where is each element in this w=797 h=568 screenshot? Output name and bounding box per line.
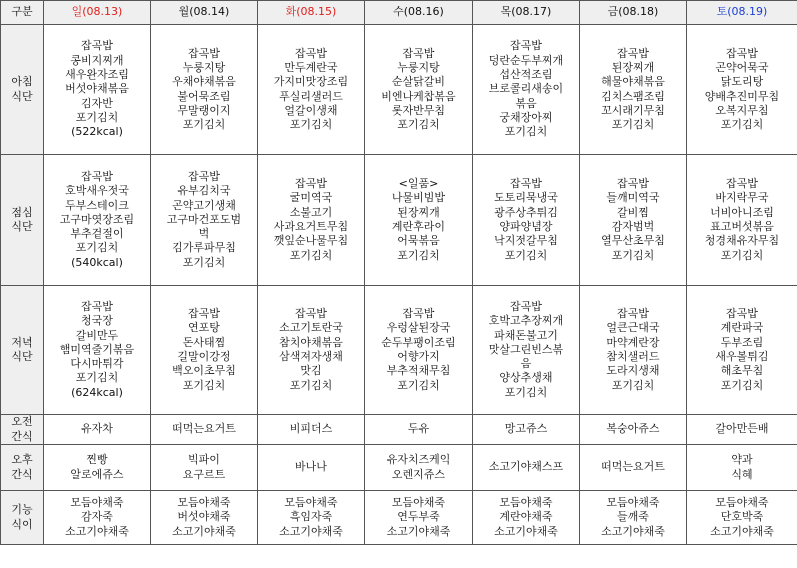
menu-cell — [687, 491, 797, 545]
menu-item: 오렌지쥬스 — [391, 467, 446, 481]
menu-item: 포기김치 — [504, 125, 548, 139]
menu-item: 곤약어묵국 — [715, 60, 769, 74]
menu-cell — [365, 445, 473, 491]
menu-item: 낙지젓갈무침 — [494, 234, 558, 248]
row-label-line: 아침 — [11, 75, 33, 89]
menu-item: 우채야채볶음 — [172, 75, 236, 89]
menu-item: 누룽지탕 — [182, 60, 226, 74]
menu-item: 포기김치 — [504, 248, 548, 262]
menu-item: 불어묵조림 — [177, 89, 231, 103]
menu-item: 갈아만든배 — [715, 422, 769, 436]
menu-item: 갈비만두 — [75, 328, 119, 342]
menu-item: 계란야채죽 — [499, 510, 553, 524]
menu-item: 맛김 — [300, 364, 322, 378]
menu-item: 오복지무침 — [715, 103, 769, 117]
menu-cell — [580, 155, 687, 286]
row-label-line: 기능 — [11, 503, 33, 517]
menu-item: 모듬야채죽 — [499, 496, 553, 510]
menu-item: 요구르트 — [182, 467, 226, 481]
menu-cell — [687, 286, 797, 415]
menu-item: 포기김치 — [289, 378, 333, 392]
menu-item: 포기김치 — [720, 248, 764, 262]
menu-item: 계란후라이 — [391, 220, 446, 233]
menu-item: 빅파이 — [188, 453, 220, 467]
menu-item: 떠먹는요거트 — [601, 460, 665, 474]
menu-item: 소고기야채스프 — [488, 460, 564, 474]
row-label — [1, 286, 44, 415]
menu-item: 포기김치 — [397, 248, 440, 262]
menu-item: 포기김치 — [504, 385, 548, 399]
menu-cell — [365, 25, 473, 155]
menu-item: 들깨미역국 — [606, 191, 660, 205]
menu-item: 파채돈불고기 — [494, 328, 558, 342]
menu-item: 궁채장아찌 — [499, 110, 553, 124]
menu-cell — [580, 25, 687, 155]
menu-item: 참치샐러드 — [606, 350, 660, 363]
menu-item: 햄미역줄기볶음 — [59, 342, 135, 356]
menu-cell — [151, 415, 258, 445]
menu-item: 잡곡밥 — [510, 39, 542, 53]
menu-cell — [44, 491, 151, 545]
menu-cell — [687, 25, 797, 155]
menu-item: 소고기야채죽 — [601, 524, 665, 538]
menu-item: 순살닭갈비 — [391, 75, 446, 89]
menu-item: 소불고기 — [289, 205, 333, 219]
menu-item: 포기김치 — [397, 118, 440, 132]
menu-item: 소고기야채죽 — [279, 524, 343, 538]
menu-item: 잡곡밥 — [295, 177, 327, 191]
menu-item: 감자죽 — [81, 510, 113, 524]
day-header: 월(08.14) — [151, 1, 258, 25]
menu-item: 잡곡밥 — [81, 299, 113, 313]
menu-cell — [151, 286, 258, 415]
menu-item: 우렁살된장국 — [386, 321, 451, 335]
menu-item: 소고기야채죽 — [710, 524, 774, 538]
menu-item: 열무산초무침 — [601, 234, 665, 248]
menu-item: 벅 — [198, 227, 210, 241]
menu-item: 백오이초무침 — [172, 364, 236, 378]
menu-item: 떠먹는요거트 — [172, 422, 236, 436]
day-header: 일(08.13) — [44, 1, 151, 25]
menu-item: 모듬야채죽 — [715, 496, 769, 510]
meal-row-breakfast — [1, 25, 797, 155]
menu-item: 어묵볶음 — [397, 234, 440, 248]
menu-item: 비피더스 — [289, 422, 333, 436]
menu-item: 소고기야채죽 — [386, 524, 451, 538]
menu-item: 알로에쥬스 — [70, 467, 124, 481]
menu-item: 청경채유자무침 — [704, 234, 780, 248]
menu-item: 도라지생채 — [606, 364, 660, 378]
menu-item: 포기김치 — [75, 110, 119, 124]
menu-cell — [151, 445, 258, 491]
day-header: 목(08.17) — [473, 1, 580, 25]
menu-cell — [44, 445, 151, 491]
menu-item: 갈비찜 — [617, 205, 649, 219]
menu-item: 모듬야채죽 — [606, 496, 660, 510]
menu-cell — [258, 491, 365, 545]
menu-item: (522kcal) — [71, 125, 123, 139]
menu-item: 소고기야채죽 — [65, 524, 129, 538]
menu-item: 브로콜리새송이 — [488, 82, 564, 96]
menu-item: 찐빵 — [86, 453, 108, 467]
menu-cell — [580, 415, 687, 445]
menu-cell — [258, 445, 365, 491]
menu-item: 만두계란국 — [284, 60, 338, 74]
menu-item: 두부스테이크 — [65, 198, 129, 212]
menu-cell — [151, 25, 258, 155]
menu-item: 소고기야채죽 — [172, 524, 236, 538]
menu-item: 포기김치 — [289, 248, 333, 262]
menu-item: 두부조림 — [720, 335, 764, 349]
menu-cell — [151, 491, 258, 545]
meal-row-pm — [1, 445, 797, 491]
menu-item: 부추적채무침 — [386, 364, 451, 378]
menu-item: 포기김치 — [182, 378, 226, 392]
menu-item: 버섯야채죽 — [177, 510, 231, 524]
menu-item: 들깨죽 — [617, 510, 649, 524]
menu-item: 소고기토란국 — [279, 321, 343, 335]
menu-item: 포기김치 — [611, 248, 655, 262]
menu-item: 망고쥬스 — [504, 422, 548, 436]
menu-item: 부추겉절이 — [70, 227, 124, 241]
menu-cell — [580, 286, 687, 415]
menu-item: 포기김치 — [75, 371, 119, 385]
menu-item: 두유 — [407, 422, 430, 436]
menu-item: 호박고추장찌개 — [488, 314, 564, 328]
menu-item: 표고버섯볶음 — [710, 220, 774, 233]
menu-item: 덩란순두부찌개 — [488, 53, 564, 67]
menu-item: 김자반 — [81, 96, 113, 110]
menu-item: 얼큰근대국 — [606, 321, 660, 335]
menu-item: 포기김치 — [75, 241, 119, 255]
row-label-line: 식단 — [11, 350, 33, 363]
menu-cell — [687, 415, 797, 445]
menu-cell — [473, 155, 580, 286]
menu-item: 해초무침 — [720, 364, 764, 378]
row-label-line: 점심 — [11, 205, 33, 219]
menu-item: 잡곡밥 — [81, 39, 113, 53]
menu-cell — [473, 25, 580, 155]
menu-item: (540kcal) — [71, 255, 123, 269]
day-header: 수(08.16) — [365, 1, 473, 25]
menu-item: 흑임자죽 — [289, 510, 333, 524]
menu-item: 광주상추튀김 — [494, 205, 558, 219]
menu-item: 푸실리샐러드 — [279, 89, 343, 103]
menu-item: 계란파국 — [720, 321, 764, 335]
menu-cell — [365, 286, 473, 415]
menu-cell — [473, 491, 580, 545]
menu-item: 사과요거트무침 — [273, 220, 349, 233]
menu-item: 잡곡밥 — [295, 46, 327, 60]
menu-item: 잡곡밥 — [510, 299, 542, 313]
menu-cell — [258, 155, 365, 286]
menu-item: 바지락무국 — [715, 191, 769, 205]
menu-item: 새우볼튀김 — [715, 350, 769, 363]
menu-item: 잡곡밥 — [726, 307, 758, 321]
menu-item: 모듬야채죽 — [284, 496, 338, 510]
menu-item: 버섯야채볶음 — [65, 82, 129, 96]
menu-item: 깻잎순나물무침 — [273, 234, 349, 248]
menu-item: 연포탕 — [188, 321, 220, 335]
menu-cell — [473, 445, 580, 491]
menu-cell — [258, 25, 365, 155]
menu-item: 참치야채볶음 — [279, 335, 343, 349]
menu-cell — [473, 415, 580, 445]
menu-item: 삼색져자생채 — [279, 350, 343, 363]
menu-item: 포기김치 — [289, 118, 333, 132]
menu-item: 볶음 — [515, 96, 537, 110]
meal-row-am — [1, 415, 797, 445]
menu-cell — [580, 445, 687, 491]
menu-cell — [44, 155, 151, 286]
meal-row-dinner — [1, 286, 797, 415]
menu-item: 모듬야채죽 — [391, 496, 446, 510]
menu-item: 무말랭이지 — [177, 103, 231, 117]
menu-item: 포기김치 — [182, 118, 226, 132]
row-label — [1, 155, 44, 286]
row-label — [1, 445, 44, 491]
menu-item: 음 — [520, 357, 532, 371]
header-row — [1, 1, 797, 25]
menu-item: 비엔나케찹볶음 — [381, 89, 456, 103]
menu-item: 양배추진미무침 — [704, 89, 780, 103]
menu-item: 다시마튀각 — [70, 357, 124, 371]
menu-item: 잡곡밥 — [402, 46, 435, 60]
menu-item: <일품> — [398, 177, 439, 191]
menu-item: 잡곡밥 — [726, 177, 758, 191]
menu-item: 섭산적조림 — [499, 68, 553, 82]
menu-cell — [687, 445, 797, 491]
menu-item: 양파양념장 — [499, 220, 553, 233]
menu-item: 된장찌개 — [397, 205, 440, 219]
day-header: 화(08.15) — [258, 1, 365, 25]
menu-item: 양상추생채 — [499, 371, 553, 385]
menu-item: 잡곡밥 — [617, 46, 649, 60]
menu-item: 바나나 — [295, 460, 327, 474]
menu-item: 연두부죽 — [397, 510, 440, 524]
menu-item: 약과 — [731, 453, 753, 467]
row-label — [1, 491, 44, 545]
menu-item: 꼬시래기무침 — [601, 103, 665, 117]
menu-item: 순두부팽이조림 — [381, 335, 456, 349]
menu-cell — [580, 491, 687, 545]
menu-item: 잡곡밥 — [188, 46, 220, 60]
row-label-line: 식이 — [11, 517, 33, 531]
menu-item: 새우완자조림 — [65, 68, 129, 82]
row-label-line: 식단 — [11, 89, 33, 103]
menu-cell — [365, 491, 473, 545]
menu-item: 고구마엿장조림 — [59, 212, 135, 226]
menu-item: 청국장 — [81, 314, 113, 328]
menu-item: 어향가지 — [397, 350, 440, 363]
menu-item: 모듬야채죽 — [177, 496, 231, 510]
menu-item: 된장찌개 — [611, 60, 655, 74]
meal-row-lunch — [1, 155, 797, 286]
menu-cell — [365, 415, 473, 445]
row-label-line: 저녁 — [11, 335, 33, 349]
menu-item: 맛살그린빈스볶 — [488, 342, 564, 356]
menu-item: 닭도리탕 — [720, 75, 764, 89]
menu-item: 마약계란장 — [606, 335, 660, 349]
menu-item: 김치스팸조림 — [601, 89, 665, 103]
menu-item: 해물야채볶음 — [601, 75, 665, 89]
menu-item: 복숭아쥬스 — [606, 422, 660, 436]
menu-item: 감자범벅 — [611, 220, 655, 233]
menu-item: 호박새우젓국 — [65, 184, 129, 198]
menu-item: 굴미역국 — [289, 191, 333, 205]
menu-item: 단호박죽 — [720, 510, 764, 524]
menu-item: 잡곡밥 — [402, 307, 435, 321]
menu-cell — [151, 155, 258, 286]
row-label-line: 간식 — [11, 467, 33, 481]
menu-item: 가지미맛장조림 — [273, 75, 349, 89]
menu-item: 유부김치국 — [177, 184, 231, 198]
menu-item: 얼갈이생채 — [284, 103, 338, 117]
menu-item: 잡곡밥 — [188, 307, 220, 321]
menu-cell — [44, 25, 151, 155]
day-header: 금(08.18) — [580, 1, 687, 25]
menu-item: 식혜 — [731, 467, 753, 481]
row-label — [1, 415, 44, 445]
menu-item: (624kcal) — [71, 385, 123, 399]
row-label-line: 오후 — [11, 453, 33, 467]
menu-item: 잡곡밥 — [726, 46, 758, 60]
menu-item: 돈사태찜 — [182, 335, 226, 349]
menu-cell — [687, 155, 797, 286]
menu-item: 너비아니조림 — [710, 205, 774, 219]
menu-cell — [44, 415, 151, 445]
row-label-line: 간식 — [11, 429, 33, 443]
menu-item: 잡곡밥 — [510, 177, 542, 191]
menu-cell — [258, 415, 365, 445]
header-label: 구분 — [1, 1, 44, 25]
menu-item: 포기김치 — [182, 255, 226, 269]
menu-item: 포기김치 — [397, 378, 440, 392]
menu-item: 잡곡밥 — [617, 307, 649, 321]
menu-item: 롯자반무침 — [391, 103, 446, 117]
menu-cell — [365, 155, 473, 286]
menu-item: 포기김치 — [720, 378, 764, 392]
row-label-line: 식단 — [11, 220, 33, 233]
day-header: 토(08.19) — [687, 1, 797, 25]
menu-item: 고구마건포도범 — [166, 212, 242, 226]
menu-item: 길말이강정 — [177, 350, 231, 363]
menu-item: 잡곡밥 — [617, 177, 649, 191]
menu-cell — [258, 286, 365, 415]
menu-item: 유자차 — [81, 422, 113, 436]
menu-item: 잡곡밥 — [81, 169, 113, 183]
menu-item: 잡곡밥 — [295, 307, 327, 321]
row-label-line: 오전 — [11, 415, 33, 429]
menu-item: 포기김치 — [611, 118, 655, 132]
meal-row-func — [1, 491, 797, 545]
menu-item: 도토리묵냉국 — [494, 191, 558, 205]
menu-item: 김가루파무침 — [172, 241, 236, 255]
menu-item: 나물비빔밥 — [391, 191, 446, 205]
menu-item: 포기김치 — [611, 378, 655, 392]
menu-body — [1, 25, 797, 545]
menu-item: 유자치즈케익 — [386, 453, 451, 467]
menu-cell — [44, 286, 151, 415]
menu-item: 모듬야채죽 — [70, 496, 124, 510]
menu-cell — [473, 286, 580, 415]
menu-item: 소고기야채죽 — [494, 524, 558, 538]
menu-item: 잡곡밥 — [188, 169, 220, 183]
menu-item: 콩비지찌개 — [70, 53, 124, 67]
row-label — [1, 25, 44, 155]
menu-item: 누룽지탕 — [397, 60, 440, 74]
menu-item: 곤약고기생채 — [172, 198, 236, 212]
menu-item: 포기김치 — [720, 118, 764, 132]
